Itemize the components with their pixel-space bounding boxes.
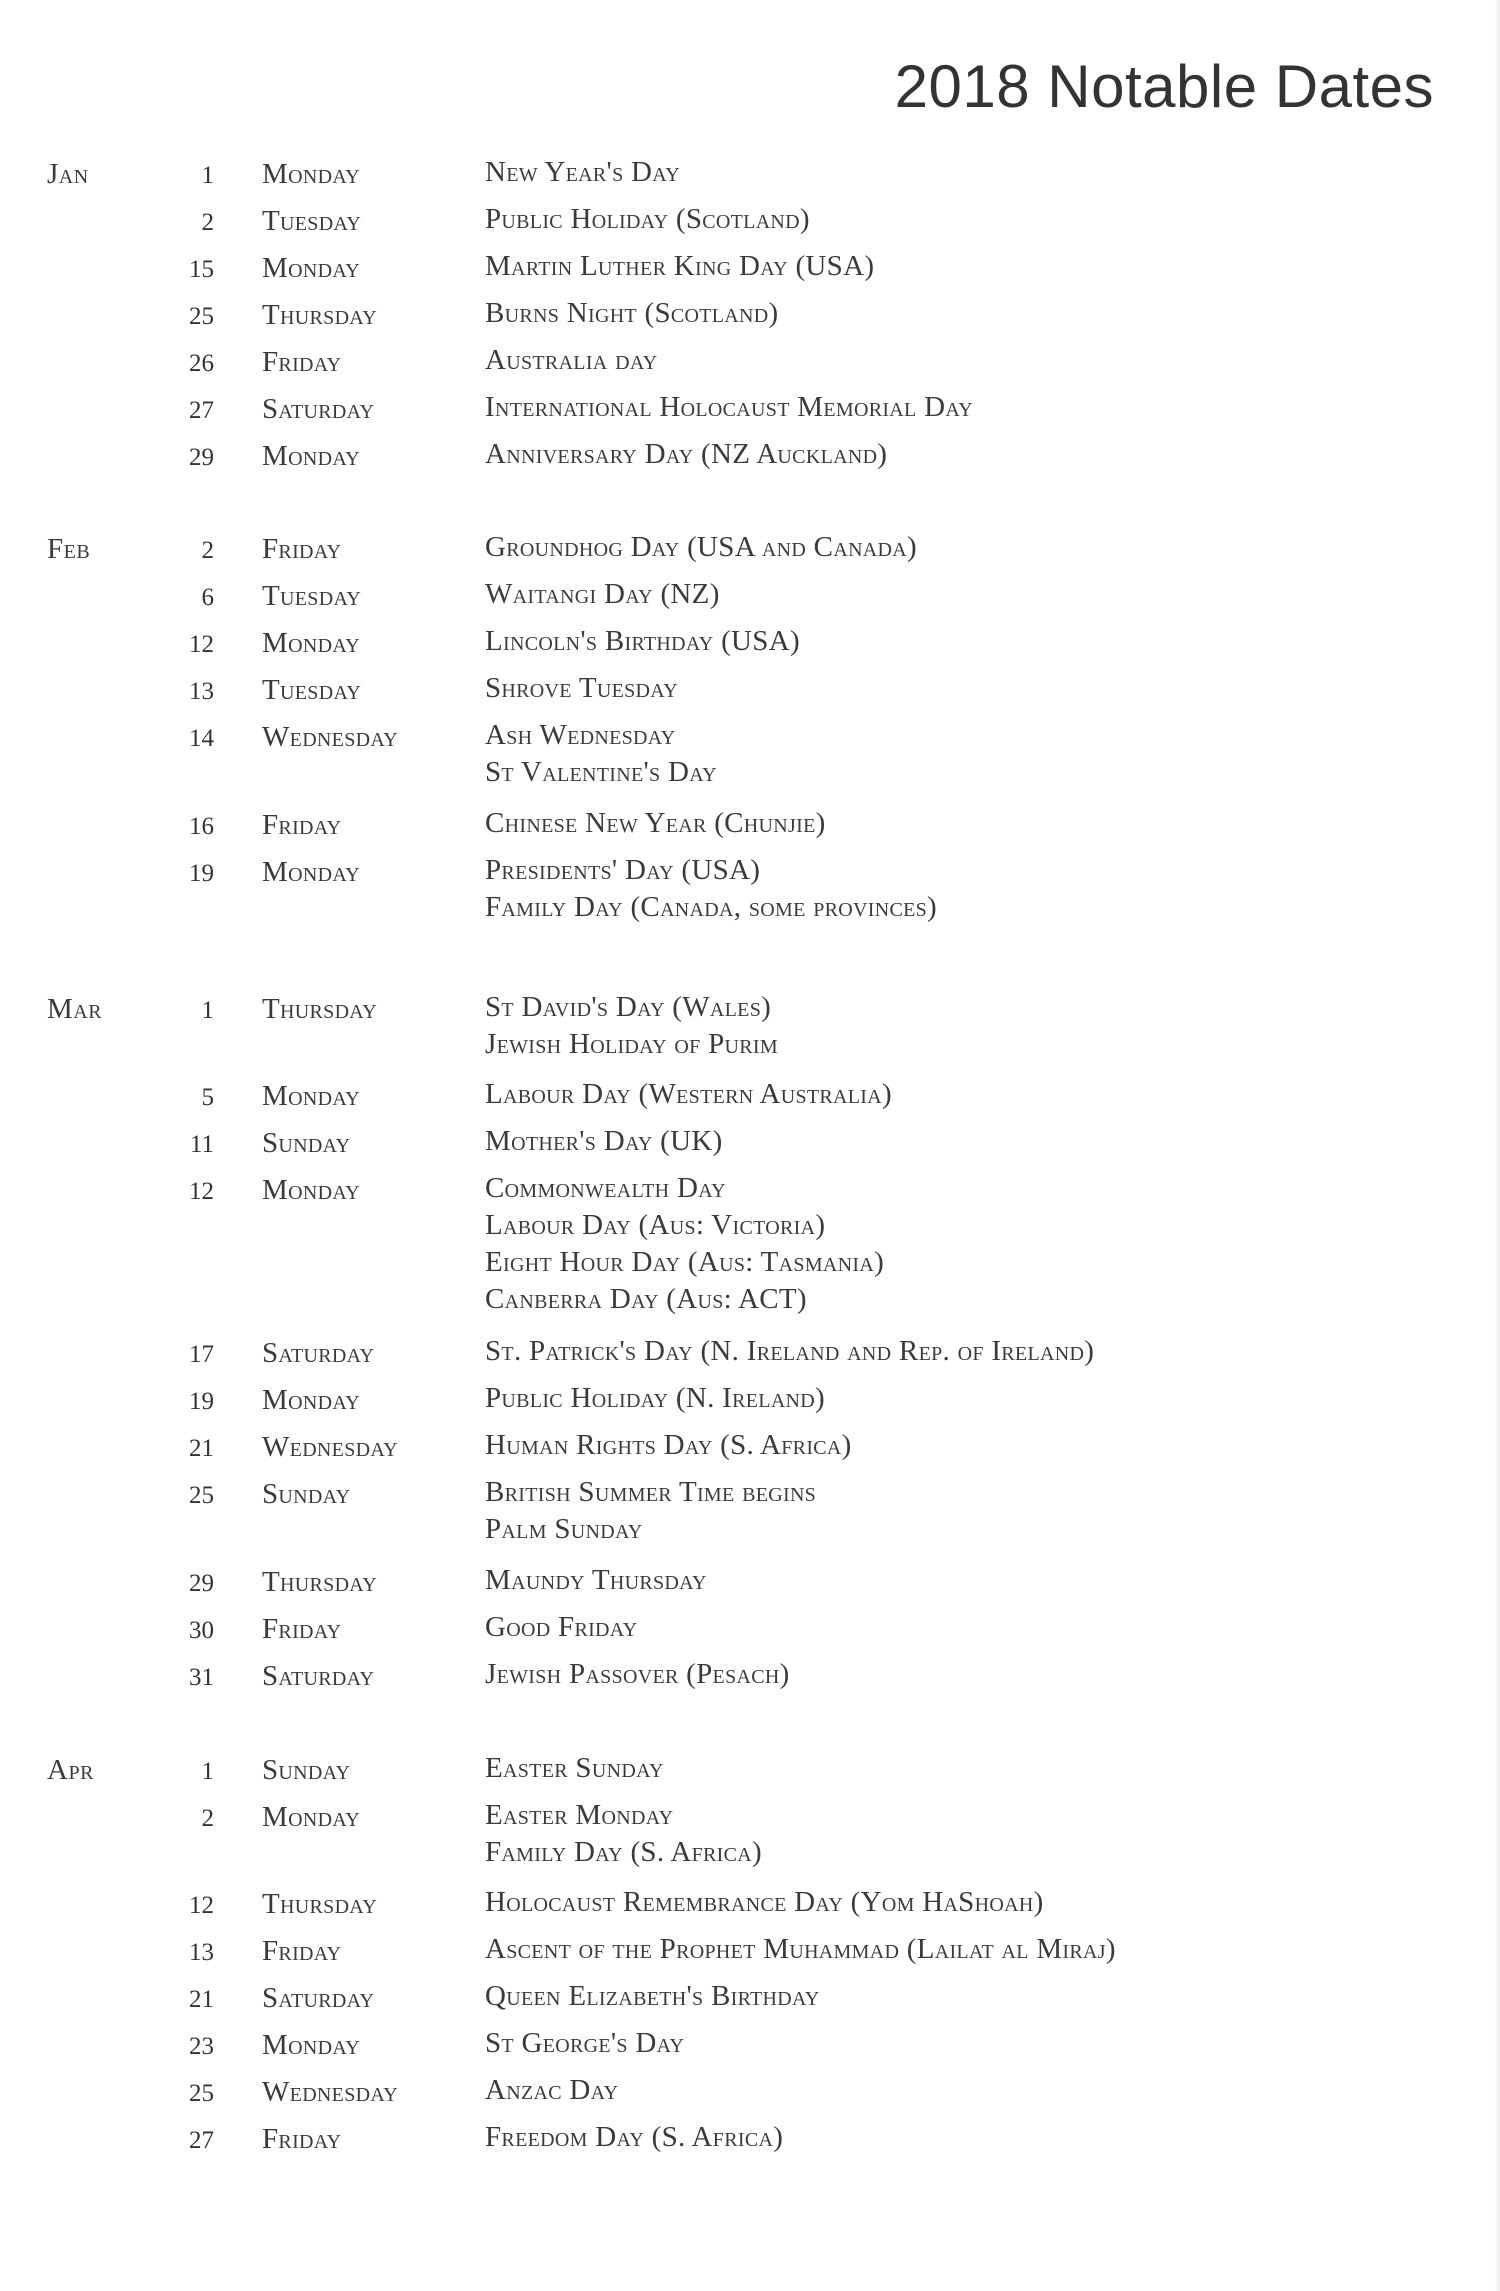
event-list bbox=[485, 717, 717, 791]
month-label: Mar bbox=[47, 993, 103, 1025]
day-number: 25 bbox=[189, 303, 214, 330]
event-list bbox=[485, 1797, 762, 1871]
weekday: Thursday bbox=[262, 1888, 377, 1920]
day-number: 1 bbox=[201, 997, 214, 1024]
month-label: Apr bbox=[47, 1754, 94, 1786]
day-number: 15 bbox=[189, 256, 214, 283]
weekday: Tuesday bbox=[262, 580, 362, 612]
weekday: Saturday bbox=[262, 1982, 375, 2014]
event-name: Lincoln's Birthday (USA) bbox=[485, 625, 800, 657]
event-name: St David's Day (Wales) bbox=[485, 991, 772, 1023]
event-name: Palm Sunday bbox=[485, 1513, 643, 1545]
event-list bbox=[485, 2119, 783, 2156]
event-list bbox=[485, 1076, 892, 1113]
day-number: 29 bbox=[189, 444, 214, 471]
event-list bbox=[485, 436, 887, 473]
weekday: Monday bbox=[262, 252, 360, 284]
event-name: Australia day bbox=[485, 344, 658, 376]
weekday: Wednesday bbox=[262, 2076, 399, 2108]
event-list bbox=[485, 1609, 637, 1646]
event-list bbox=[485, 1427, 852, 1464]
day-number: 2 bbox=[201, 1805, 214, 1832]
weekday: Monday bbox=[262, 856, 360, 888]
weekday: Monday bbox=[262, 158, 360, 190]
day-number: 30 bbox=[189, 1617, 214, 1644]
event-name: Presidents' Day (USA) bbox=[485, 854, 761, 886]
weekday: Thursday bbox=[262, 1566, 377, 1598]
weekday: Sunday bbox=[262, 1478, 351, 1510]
weekday: Monday bbox=[262, 1174, 360, 1206]
day-number: 17 bbox=[189, 1341, 214, 1368]
event-list bbox=[485, 1931, 1116, 1968]
event-name: Freedom Day (S. Africa) bbox=[485, 2121, 784, 2153]
event-list bbox=[485, 989, 778, 1063]
weekday: Friday bbox=[262, 1613, 342, 1645]
day-number: 21 bbox=[189, 1435, 214, 1462]
event-name: Family Day (S. Africa) bbox=[485, 1836, 762, 1868]
day-number: 13 bbox=[189, 1939, 214, 1966]
weekday: Sunday bbox=[262, 1754, 351, 1786]
day-number: 12 bbox=[189, 1178, 214, 1205]
day-number: 25 bbox=[189, 1482, 214, 1509]
weekday: Friday bbox=[262, 809, 342, 841]
weekday: Tuesday bbox=[262, 674, 362, 706]
event-list bbox=[485, 805, 826, 842]
page-edge-shadow bbox=[1494, 0, 1500, 2291]
event-name: Ash Wednesday bbox=[485, 719, 676, 751]
day-number: 25 bbox=[189, 2080, 214, 2107]
day-number: 12 bbox=[189, 1892, 214, 1919]
weekday: Thursday bbox=[262, 299, 377, 331]
day-number: 12 bbox=[189, 631, 214, 658]
event-list bbox=[485, 154, 680, 191]
event-name: Ascent of the Prophet Muhammad (Lailat al Miraj) bbox=[485, 1933, 1116, 1965]
event-name: Canberra Day (Aus: ACT) bbox=[485, 1283, 807, 1315]
event-name: Anniversary Day (NZ Auckland) bbox=[485, 438, 888, 470]
event-name: Labour Day (Western Australia) bbox=[485, 1078, 892, 1110]
event-list bbox=[485, 1978, 820, 2015]
event-list bbox=[485, 1380, 825, 1417]
event-name: Family Day (Canada, some provinces) bbox=[485, 891, 937, 923]
weekday: Wednesday bbox=[262, 1431, 399, 1463]
day-number: 1 bbox=[201, 162, 214, 189]
event-list bbox=[485, 1884, 1044, 1921]
day-number: 27 bbox=[189, 397, 214, 424]
event-list bbox=[485, 670, 678, 707]
event-list bbox=[485, 1170, 884, 1318]
day-number: 2 bbox=[201, 209, 214, 236]
event-name: Human Rights Day (S. Africa) bbox=[485, 1429, 852, 1461]
page-title: 2018 Notable Dates bbox=[894, 53, 1434, 120]
event-list bbox=[485, 295, 779, 332]
event-name: St. Patrick's Day (N. Ireland and Rep. of Ireland) bbox=[485, 1335, 1095, 1367]
event-name: Anzac Day bbox=[485, 2074, 619, 2106]
event-list bbox=[485, 1750, 664, 1787]
weekday: Saturday bbox=[262, 393, 375, 425]
weekday: Saturday bbox=[262, 1660, 375, 1692]
weekday: Monday bbox=[262, 627, 360, 659]
event-name: Jewish Passover (Pesach) bbox=[485, 1658, 790, 1690]
event-name: Chinese New Year (Chunjie) bbox=[485, 807, 826, 839]
weekday: Monday bbox=[262, 1801, 360, 1833]
event-list bbox=[485, 248, 874, 285]
event-name: International Holocaust Memorial Day bbox=[485, 391, 974, 423]
event-name: Burns Night (Scotland) bbox=[485, 297, 779, 329]
weekday: Friday bbox=[262, 2123, 342, 2155]
day-number: 2 bbox=[201, 537, 214, 564]
event-name: Queen Elizabeth's Birthday bbox=[485, 1980, 820, 2012]
day-number: 21 bbox=[189, 1986, 214, 2013]
event-name: Public Holiday (N. Ireland) bbox=[485, 1382, 826, 1414]
day-number: 31 bbox=[189, 1664, 214, 1691]
event-name: Martin Luther King Day (USA) bbox=[485, 250, 875, 282]
event-name: Shrove Tuesday bbox=[485, 672, 678, 704]
weekday: Friday bbox=[262, 1935, 342, 1967]
event-list bbox=[485, 201, 810, 238]
weekday: Monday bbox=[262, 2029, 360, 2061]
day-number: 27 bbox=[189, 2127, 214, 2154]
event-name: Easter Sunday bbox=[485, 1752, 664, 1784]
day-number: 6 bbox=[201, 584, 214, 611]
event-name: Maundy Thursday bbox=[485, 1564, 707, 1596]
day-number: 5 bbox=[201, 1084, 214, 1111]
event-name: Jewish Holiday of Purim bbox=[485, 1028, 778, 1060]
weekday: Sunday bbox=[262, 1127, 351, 1159]
weekday: Saturday bbox=[262, 1337, 375, 1369]
event-name: Public Holiday (Scotland) bbox=[485, 203, 810, 235]
day-number: 16 bbox=[189, 813, 214, 840]
event-list bbox=[485, 529, 917, 566]
weekday: Friday bbox=[262, 346, 342, 378]
event-list bbox=[485, 2072, 618, 2109]
event-list bbox=[485, 1123, 723, 1160]
event-name: Waitangi Day (NZ) bbox=[485, 578, 720, 610]
event-name: St Valentine's Day bbox=[485, 756, 717, 788]
event-name: New Year's Day bbox=[485, 156, 680, 188]
event-list bbox=[485, 342, 657, 379]
event-name: Groundhog Day (USA and Canada) bbox=[485, 531, 917, 563]
weekday: Monday bbox=[262, 440, 360, 472]
weekday: Monday bbox=[262, 1080, 360, 1112]
event-list bbox=[485, 1562, 707, 1599]
event-name: British Summer Time begins bbox=[485, 1476, 817, 1508]
event-list bbox=[485, 2025, 684, 2062]
event-name: Good Friday bbox=[485, 1611, 638, 1643]
day-number: 13 bbox=[189, 678, 214, 705]
event-name: Eight Hour Day (Aus: Tasmania) bbox=[485, 1246, 885, 1278]
event-name: Commonwealth Day bbox=[485, 1172, 726, 1204]
day-number: 14 bbox=[189, 725, 214, 752]
weekday: Friday bbox=[262, 533, 342, 565]
month-label: Feb bbox=[47, 533, 91, 565]
weekday: Thursday bbox=[262, 993, 377, 1025]
weekday: Tuesday bbox=[262, 205, 362, 237]
event-list bbox=[485, 1474, 816, 1548]
event-list bbox=[485, 852, 937, 926]
day-number: 23 bbox=[189, 2033, 214, 2060]
day-number: 26 bbox=[189, 350, 214, 377]
event-name: Holocaust Remembrance Day (Yom HaShoah) bbox=[485, 1886, 1044, 1918]
day-number: 29 bbox=[189, 1570, 214, 1597]
day-number: 1 bbox=[201, 1758, 214, 1785]
weekday: Wednesday bbox=[262, 721, 399, 753]
event-name: Mother's Day (UK) bbox=[485, 1125, 723, 1157]
event-list bbox=[485, 1656, 790, 1693]
month-label: Jan bbox=[47, 158, 89, 190]
event-name: Labour Day (Aus: Victoria) bbox=[485, 1209, 826, 1241]
day-number: 11 bbox=[189, 1131, 214, 1158]
event-name: Easter Monday bbox=[485, 1799, 674, 1831]
weekday: Monday bbox=[262, 1384, 360, 1416]
day-number: 19 bbox=[189, 860, 214, 887]
event-list bbox=[485, 389, 973, 426]
event-list bbox=[485, 623, 800, 660]
event-list bbox=[485, 1333, 1094, 1370]
day-number: 19 bbox=[189, 1388, 214, 1415]
event-name: St George's Day bbox=[485, 2027, 685, 2059]
event-list bbox=[485, 576, 720, 613]
